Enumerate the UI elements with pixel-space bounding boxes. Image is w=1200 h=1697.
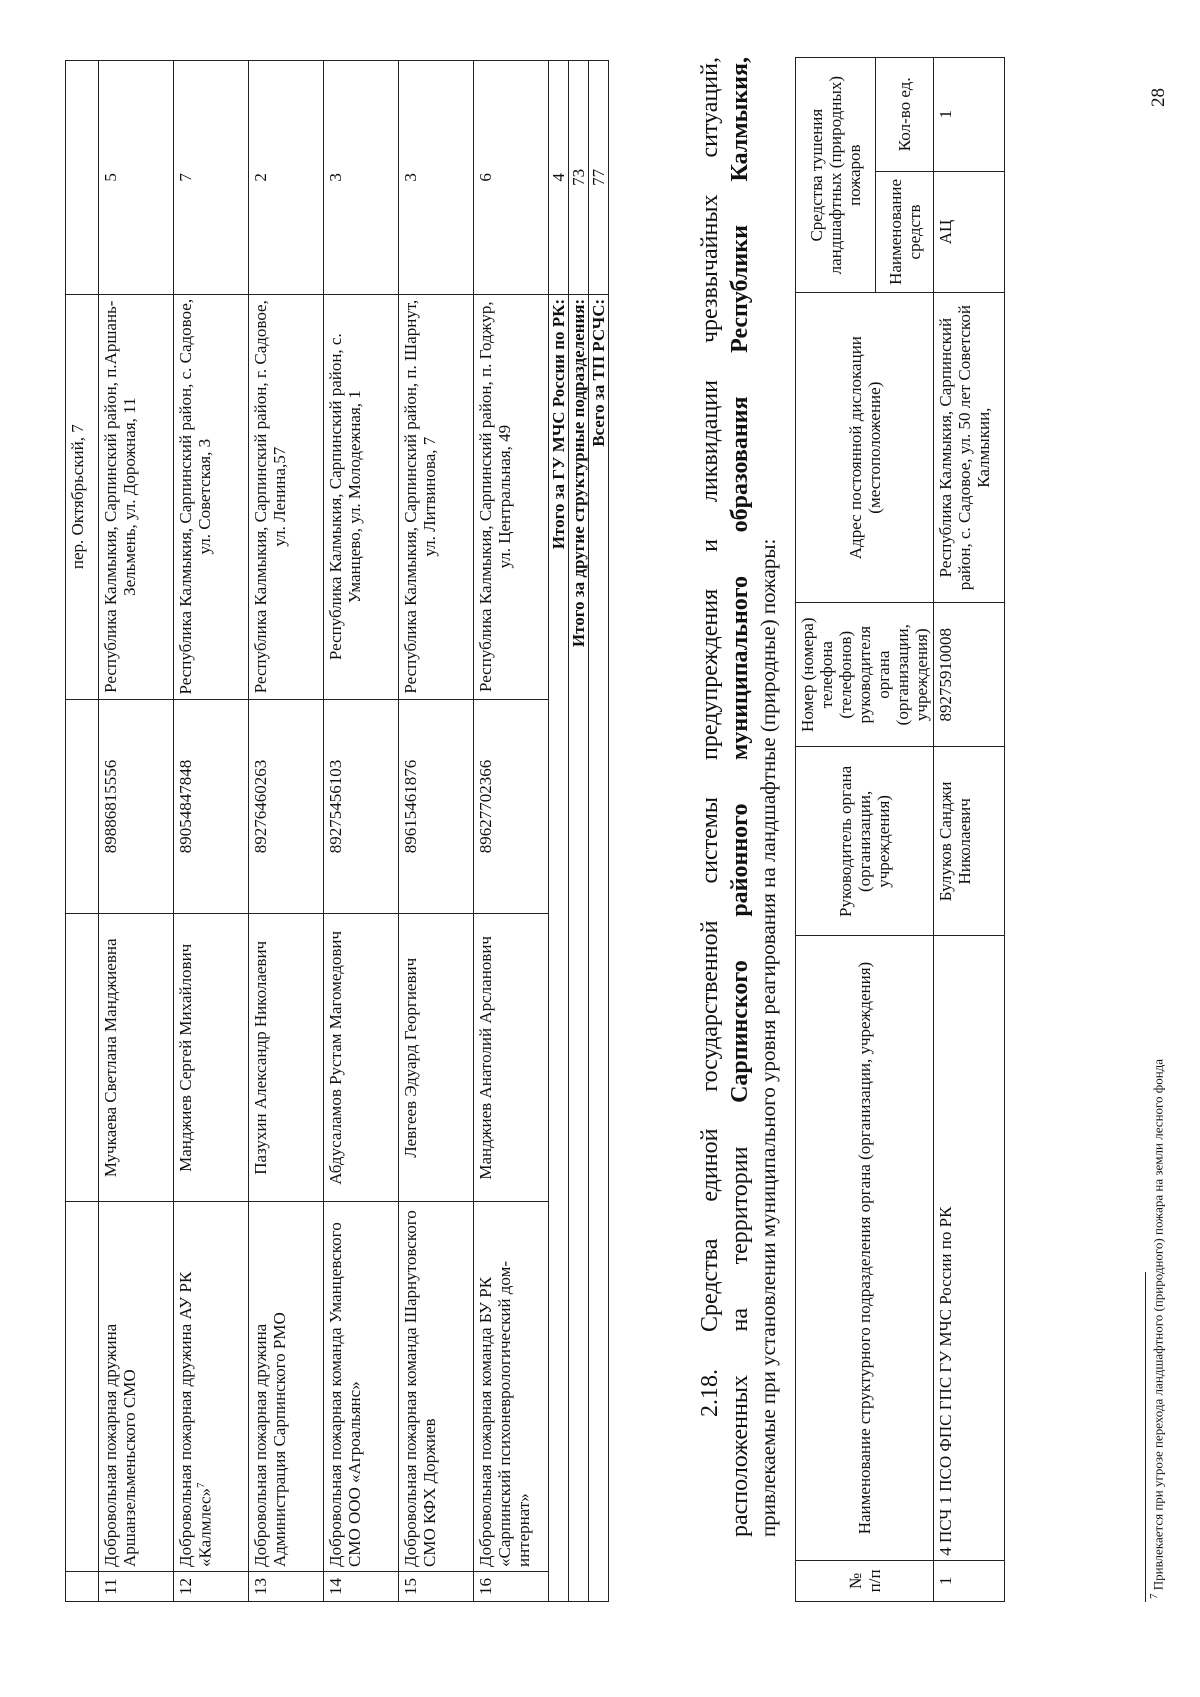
count-cell: 2 [249,61,324,295]
phone-cell: 89886815556 [99,699,174,914]
table-row [324,61,399,1602]
heading-line-1: 2.18. Средства единой государственной системы предупреждения и ликвидации чрезвычайных ситуаций, [697,57,723,1417]
totals-row [569,61,589,1602]
count-cell: 6 [474,61,549,295]
totals-label: Итого за ГУ МЧС России по РК: [549,294,569,1601]
phone-cell: 89615461876 [399,699,474,914]
phone-cell: 89276460263 [249,699,324,914]
totals-row [549,61,569,1602]
heading-line-2-bold: Сарпинского районного муниципального образования Республики Калмыкия, [727,57,753,1103]
table-row [174,61,249,1602]
address-cell: Республика Калмыкия, Сарпинский район, п.Аршань-Зельмень, ул. Дорожная, 11 [99,294,174,699]
count-cell: 1 [934,58,1005,172]
head-cell: Абдусаламов Рустам Магомедович [324,914,399,1202]
table-row [399,61,474,1602]
org-name: Добровольная пожарная дружина Администрация Сарпинского РМО [251,1312,290,1568]
totals-value: 4 [549,61,569,295]
heading-line-3: привлекаемые при установлении муниципального уровня реагирования на ландшафтные (природные) пожары: [756,538,780,1537]
count-cell: 3 [324,61,399,295]
address-cell: Республика Калмыкия, Сарпинский район, с. Садовое, ул. 50 лет Советской Калмыкии, [934,293,1005,603]
esgs-means-table [795,57,1005,1602]
head-cell: Мучкаева Светлана Манджиевна [99,914,174,1202]
footnote-mark: 7 [1148,1593,1160,1599]
org-name-cell [99,1202,174,1572]
totals-label: Итого за другие структурные подразделения: [569,294,589,1601]
head-cell: Левгеев Эдуард Георгиевич [399,914,474,1202]
org-name: Добровольная пожарная дружина АУ РК «Калмлес» [176,1271,215,1568]
address-cell: Республика Калмыкия, Сарпинский район, с. Уманцево, ул. Молодежная, 1 [324,294,399,699]
totals-value: 73 [569,61,589,295]
head-cell: Манджиев Сергей Михайлович [174,914,249,1202]
header-phone: Номер (номера) телефона (телефонов) руководителя органа (организации, учреждения) [796,602,934,746]
heading-line-2 [725,57,755,1537]
count-cell: 7 [174,61,249,295]
org-name: Добровольная пожарная команда Уманцевского СМО ООО «Агроальянс» [326,1222,365,1568]
phone-cell: 89275910008 [934,602,1005,746]
table-body [934,58,1005,1602]
row-number: 11 [99,1572,174,1602]
phone-cell: 89627702366 [474,699,549,914]
count-cell: 5 [99,61,174,295]
table-row [249,61,324,1602]
footnote-text: Привлекается при угрозе перехода ландшафтного (природного) пожара на земли лесного фонда [1150,1058,1166,1591]
table-row-continuation [66,61,99,1602]
page-number: 28 [1148,88,1169,107]
heading-line-2-text: расположенных на территории [727,1102,753,1537]
dpd-table [65,60,609,1602]
head-cell: Манджиев Анатолий Арсланович [474,914,549,1202]
phone-cell: 89275456103 [324,699,399,914]
address-cell: Республика Калмыкия, Сарпинский район, г. Садовое, ул. Ленина,57 [249,294,324,699]
totals-label: Всего за ТП РСЧС: [589,294,609,1601]
totals-body [549,61,609,1602]
footnote-separator [1145,1272,1146,1602]
address-cell: Республика Калмыкия, Сарпинский район, п. Шарнут, ул. Литвинова, 7 [399,294,474,699]
org-name: Добровольная пожарная команда Шарнутовского СМО КФХ Доржиев [401,1210,440,1568]
count-cell: 3 [399,61,474,295]
header-name: Наименование структурного подразделения органа (организации, учреждения) [796,936,934,1560]
row-number: 15 [399,1572,474,1602]
footnote [1148,1059,1166,1599]
org-name-cell [249,1202,324,1572]
org-name-cell [324,1202,399,1572]
org-name-cell [399,1202,474,1572]
org-name-cell: 4 ПСЧ 1 ПСО ФПС ГПС ГУ МЧС России по РК [934,936,1005,1560]
row-number: 1 [934,1560,1005,1601]
table-row [934,58,1005,1602]
footnote-ref: 7 [195,1482,208,1488]
org-name-cell [174,1202,249,1572]
address-cell: Республика Калмыкия, Сарпинский район, с. Садовое, ул. Советская, 3 [174,294,249,699]
header-means-group: Средства тушения ландшафтных (природных) пожаров [796,58,876,293]
org-name: Добровольная пожарная дружина Аршанзельменьского СМО [101,1323,140,1568]
address-cell: Республика Калмыкия, Сарпинский район, п. Годжур, ул. Центральная, 49 [474,294,549,699]
section-heading [695,57,781,1537]
header-means-name: Наименование средств [876,171,934,293]
org-name-cell [474,1202,549,1572]
table-header-row [796,58,876,1602]
row-number: 12 [174,1572,249,1602]
table-row [99,61,174,1602]
row-number: 14 [324,1572,399,1602]
totals-row [589,61,609,1602]
table-body [99,61,549,1602]
phone-cell: 89054847848 [174,699,249,914]
head-cell: Булуков Санджи Николаевич [934,747,1005,936]
row-number: 13 [249,1572,324,1602]
means-name-cell: АЦ [934,171,1005,293]
totals-value: 77 [589,61,609,295]
table-row [474,61,549,1602]
header-no: № п/п [796,1560,934,1601]
header-means-count: Кол-во ед. [876,58,934,172]
address-cell: пер. Октябрьский, 7 [66,294,99,699]
org-name: Добровольная пожарная команда БУ РК «Сарпинский психоневрологический дом-интернат» [476,1260,534,1568]
header-head: Руководитель органа (организации, учреждения) [796,747,934,936]
header-address: Адрес постоянной дислокации (местоположение) [796,293,934,603]
head-cell: Пазухин Александр Николаевич [249,914,324,1202]
row-number: 16 [474,1572,549,1602]
